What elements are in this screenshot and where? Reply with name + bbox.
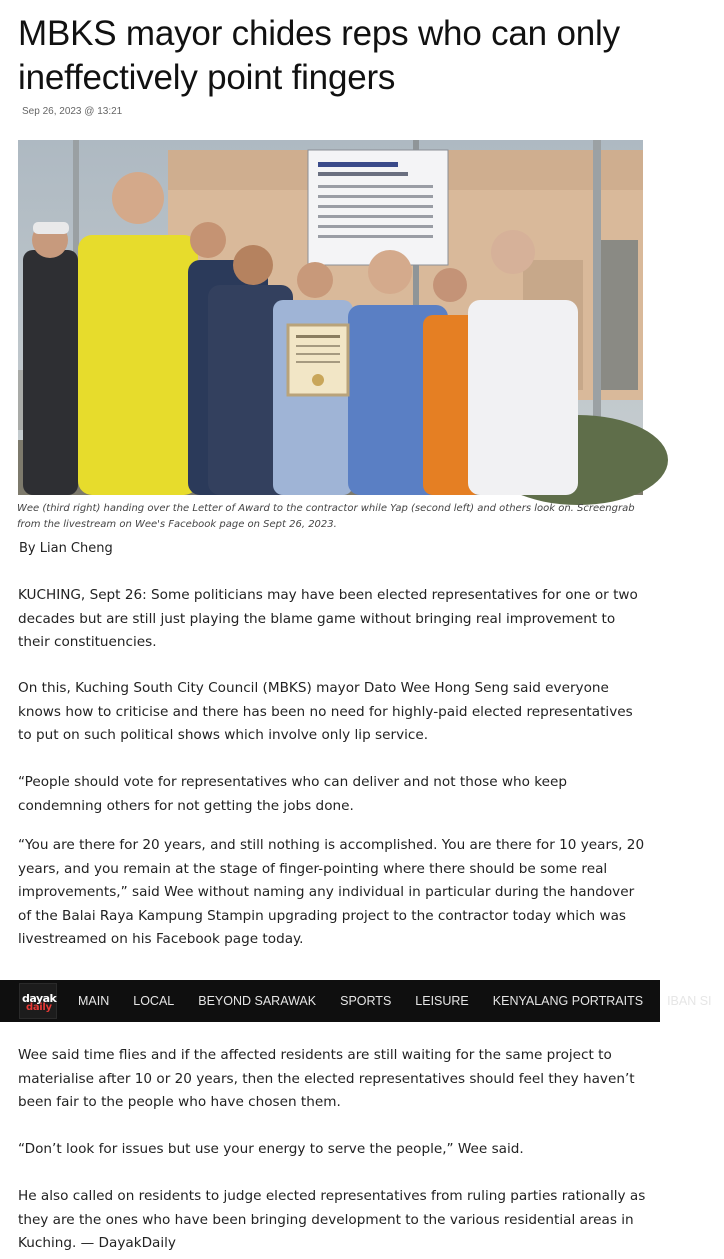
article-paragraph: Wee said time flies and if the affected residents are still waiting for the same project to materialise after 10 or 20 years, then the elected representatives should feel they haven’t been fair to the people who have chosen them. [18, 1047, 635, 1110]
logo-text-daily: daily [26, 1002, 52, 1013]
nav-item-main[interactable]: MAIN [78, 994, 110, 1008]
nav-item-local[interactable]: LOCAL [133, 994, 175, 1008]
main-navigation [0, 980, 712, 1022]
article-headline: MBKS mayor chides reps who can only ineffectively point fingers [18, 14, 620, 97]
article-paragraph: “People should vote for representatives who can deliver and not those who keep condemning others for not getting the jobs done. [18, 774, 568, 814]
publish-date: Sep 26, 2023 @ 13:21 [22, 106, 123, 117]
nav-item-iban-si[interactable]: IBAN SI [667, 994, 712, 1008]
article-paragraph: KUCHING, Sept 26: Some politicians may have been elected representatives for one or two decades but are still just playing the blame game without bringing real improvement to their constituencies. [18, 587, 638, 650]
site-logo[interactable] [19, 983, 57, 1019]
nav-item-beyond-sarawak[interactable]: BEYOND SARAWAK [198, 994, 317, 1008]
nav-item-leisure[interactable]: LEISURE [415, 994, 469, 1008]
photo-caption: Wee (third right) handing over the Letter of Award to the contractor while Yap (second left) and others look on. Screengrab from the livestream on Wee's Facebook page on Sept 26, 2023. [17, 503, 635, 530]
byline: By Lian Cheng [19, 541, 113, 556]
article-paragraph: On this, Kuching South City Council (MBKS) mayor Dato Wee Hong Seng said everyone knows how to criticise and there has been no need for highly-paid elected representatives to put on such political shows which involve only lip service. [18, 680, 633, 743]
logo-text-dayak: dayak [22, 992, 57, 1005]
article-paragraph: “You are there for 20 years, and still nothing is accomplished. You are there for 10 years, 20 years, and you remain at the stage of finger-pointing where there should be some real improvements,” said Wee without naming any individual in particular during the handover of the Balai Raya Kampung Stampin upgrading project to the contractor today which was livestreamed on his Facebook page today. [18, 837, 645, 947]
article-paragraph: “Don’t look for issues but use your energy to serve the people,” Wee said. [18, 1141, 524, 1157]
nav-menu [66, 980, 724, 1022]
nav-item-kenyalang-portraits[interactable]: KENYALANG PORTRAITS [492, 994, 644, 1008]
nav-item-sports[interactable]: SPORTS [340, 994, 392, 1008]
article-photo [18, 140, 643, 495]
article-paragraph: He also called on residents to judge elected representatives from ruling parties rationally as they are the ones who have been bringing development to the various residential areas in Kuching. — DayakDaily [18, 1188, 646, 1251]
